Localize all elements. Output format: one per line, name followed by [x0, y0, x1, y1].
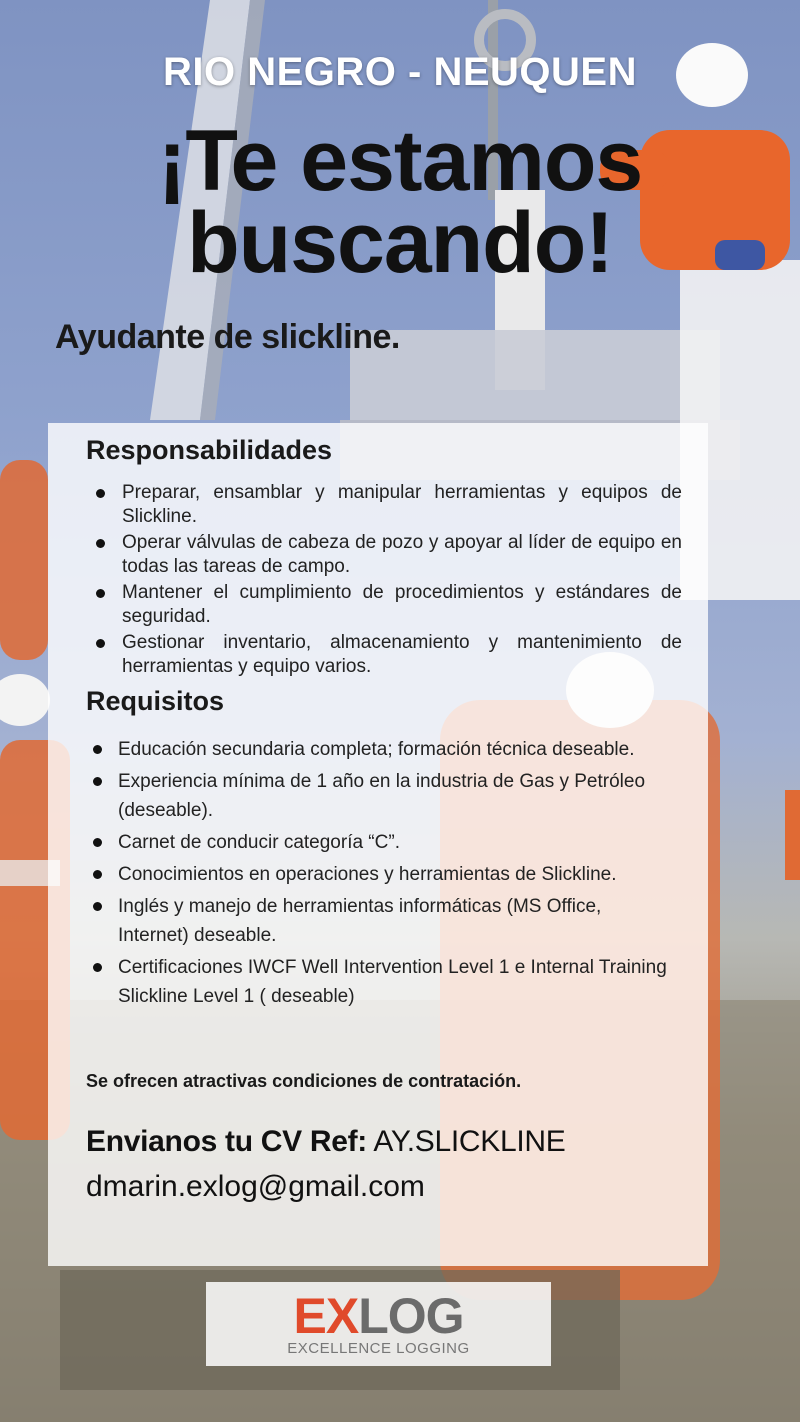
- worker-left-helmet: [0, 674, 50, 726]
- list-item: Gestionar inventario, almacenamiento y mantenimiento de herramientas y equipo varios.: [86, 631, 682, 679]
- cv-label: Envianos tu CV Ref:: [86, 1125, 367, 1158]
- cv-reference: [86, 1125, 565, 1159]
- logo-tagline: EXCELLENCE LOGGING: [287, 1340, 470, 1357]
- worker-right: [785, 790, 800, 880]
- offer-text: Se ofrecen atractivas condiciones de contratación.: [86, 1071, 522, 1091]
- cv-ref-code: AY.SLICKLINE: [373, 1125, 566, 1158]
- list-item: Experiencia mínima de 1 año en la industria de Gas y Petróleo (deseable).: [86, 767, 676, 825]
- requirements-list: [86, 735, 676, 1014]
- list-item: Educación secundaria completa; formación técnica deseable.: [86, 735, 676, 764]
- responsibilities-list: [86, 481, 682, 681]
- list-item: Conocimientos en operaciones y herramientas de Slickline.: [86, 860, 676, 889]
- list-item: Operar válvulas de cabeza de pozo y apoyar al líder de equipo en todas las tareas de campo.: [86, 531, 682, 579]
- info-card: [48, 423, 708, 1266]
- worker-left-arm: [0, 460, 48, 660]
- exlog-logo: [206, 1282, 551, 1366]
- job-title: Ayudante de slickline.: [55, 318, 400, 356]
- requirements-title: Requisitos: [86, 686, 225, 716]
- list-item: Carnet de conducir categoría “C”.: [86, 828, 676, 857]
- headline: [0, 113, 800, 291]
- list-item: Inglés y manejo de herramientas informáticas (MS Office, Internet) deseable.: [86, 892, 676, 950]
- equipment-frame: [350, 330, 720, 420]
- location-heading: RIO NEGRO - NEUQUEN: [163, 50, 637, 94]
- contact-email[interactable]: dmarin.exlog@gmail.com: [86, 1170, 425, 1203]
- logo-wordmark: EXLOG: [293, 1288, 464, 1344]
- list-item: Certificaciones IWCF Well Intervention Level 1 e Internal Training Slickline Level 1 ( deseable): [86, 953, 676, 1011]
- headline-line-1: ¡Te estamos: [157, 113, 643, 209]
- responsibilities-title: Responsabilidades: [86, 435, 333, 465]
- headline-line-2: buscando!: [187, 195, 613, 291]
- list-item: Preparar, ensamblar y manipular herramientas y equipos de Slickline.: [86, 481, 682, 529]
- list-item: Mantener el cumplimiento de procedimientos y estándares de seguridad.: [86, 581, 682, 629]
